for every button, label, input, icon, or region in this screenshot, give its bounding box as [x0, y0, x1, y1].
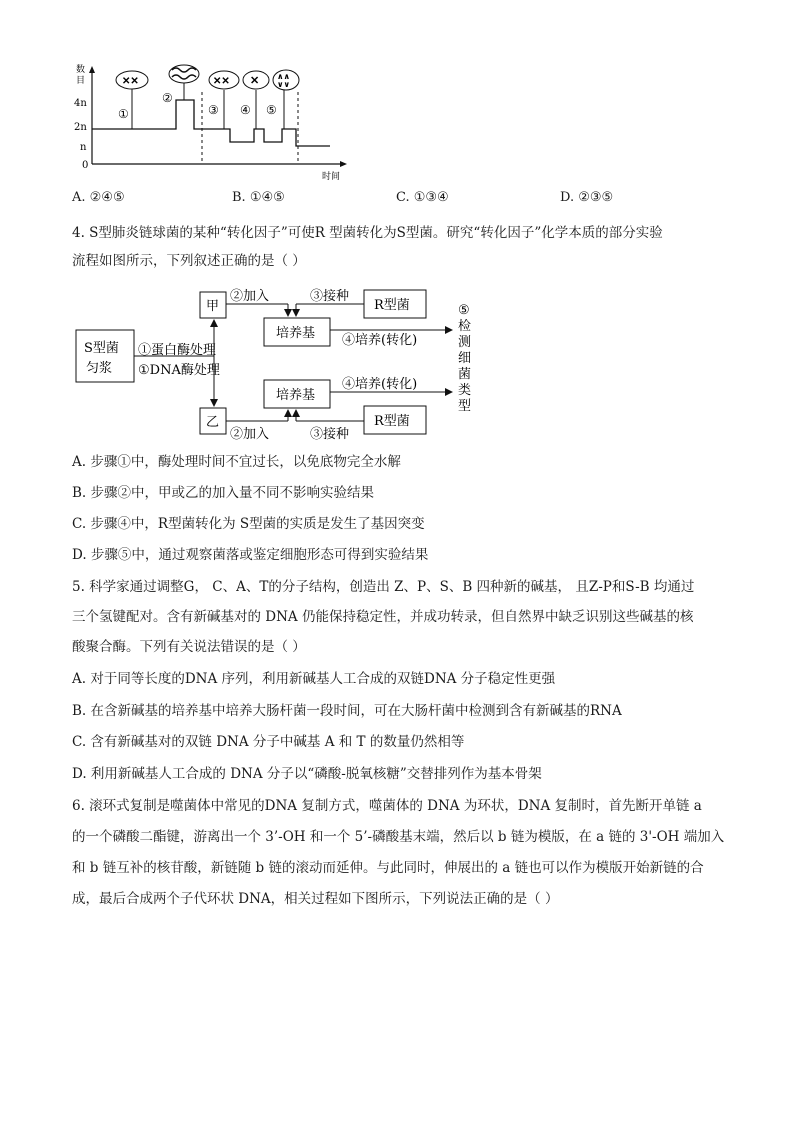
q6-stem-line-1: 6. 滚环式复制是噬菌体中常见的DNA 复制方式，噬菌体的 DNA 为环状，DNA 复制时，首先断开单链 a	[72, 798, 702, 814]
q3-option-a[interactable]: A. ②④⑤	[72, 190, 125, 205]
bottom-r-strain-label: R型菌	[374, 414, 410, 429]
detect-label-6: 型	[458, 399, 472, 414]
bottom-inoculate-label: ③接种	[310, 427, 350, 442]
q4-option-a[interactable]: A. 步骤①中，酶处理时间不宜过长，以免底物完全水解	[72, 454, 401, 470]
q6-stem-line-2: 的一个磷酸二酯键，游离出一个 3’-OH 和一个 5’-磷酸基末端，然后以 b 链为模版，在 a 链的 3'-OH 端加入	[72, 829, 725, 845]
top-add-label: ②加入	[230, 289, 270, 304]
treatment-dnase: ①DNA酶处理	[138, 363, 220, 378]
q4-option-b[interactable]: B. 步骤②中，甲或乙的加入量不同不影响实验结果	[72, 485, 375, 501]
top-culture-label: ④培养(转化)	[342, 333, 418, 348]
detect-label-0: ⑤	[458, 303, 470, 318]
cell-figure-1	[116, 71, 148, 89]
yi-label: 乙	[206, 415, 220, 430]
bottom-medium-label: 培养基	[276, 388, 316, 403]
q3-option-b[interactable]: B. ①④⑤	[232, 190, 285, 205]
cell-figure-3	[209, 71, 239, 89]
cell-figure-5	[273, 70, 299, 90]
svg-text:✕✕: ✕✕	[122, 76, 139, 87]
q4-option-d[interactable]: D. 步骤⑤中，通过观察菌落或鉴定细胞形态可得到实验结果	[72, 547, 429, 563]
detect-label-5: 类	[458, 383, 472, 398]
y-tick-0: 0	[82, 160, 89, 171]
y-tick-2n: 2n	[74, 122, 87, 133]
cell-figure-4	[243, 71, 269, 89]
x-axis-label: 时间	[322, 172, 341, 182]
s-strain-label-2: 匀浆	[86, 361, 113, 376]
q5-option-d[interactable]: D. 利用新碱基人工合成的 DNA 分子以“磷酸-脱氧核糖”交替排列作为基本骨架	[72, 766, 542, 782]
svg-text:∨∨: ∨∨	[277, 79, 290, 89]
q6-stem-line-4: 成，最后合成两个子代环状 DNA，相关过程如下图所示，下列说法正确的是（ ）	[72, 891, 559, 907]
y-axis-arrow	[89, 66, 95, 73]
jia-label: 甲	[206, 299, 220, 314]
top-medium-label: 培养基	[276, 326, 316, 341]
q5-stem-line-1: 5. 科学家通过调整G， C、A、T的分子结构，创造出 Z、P、S、B 四种新的碱基， 且Z-P和S-B 均通过	[72, 579, 695, 595]
marker-5: ⑤	[266, 103, 277, 117]
top-inoculate-label: ③接种	[310, 289, 350, 304]
x-axis-arrow	[340, 161, 347, 167]
q3-option-c[interactable]: C. ①③④	[396, 190, 449, 205]
q5-option-b[interactable]: B. 在含新碱基的培养基中培养大肠杆菌一段时间，可在大肠杆菌中检测到含有新碱基的RNA	[72, 703, 622, 719]
y-tick-4n: 4n	[74, 98, 87, 109]
q4-option-c[interactable]: C. 步骤④中，R型菌转化为 S型菌的实质是发生了基因突变	[72, 516, 425, 532]
svg-text:∧∧: ∧∧	[277, 71, 290, 81]
detect-label-1: 检	[458, 319, 472, 334]
svg-text:✕: ✕	[250, 74, 260, 87]
marker-3: ③	[208, 103, 219, 117]
marker-2: ②	[162, 91, 173, 105]
transformation-flow-diagram	[72, 282, 492, 442]
q3-option-d[interactable]: D. ②③⑤	[560, 190, 614, 205]
bottom-culture-label: ④培养(转化)	[342, 377, 418, 392]
svg-text:✕✕: ✕✕	[213, 76, 230, 87]
detect-label-4: 菌	[458, 367, 472, 382]
detect-label-2: 测	[458, 335, 472, 350]
marker-4: ④	[240, 103, 251, 117]
bottom-add-label: ②加入	[230, 427, 270, 442]
y-axis-label-2: 目	[76, 76, 86, 86]
q4-stem-line-1: 4. S型肺炎链球菌的某种“转化因子”可使R 型菌转化为S型菌。研究“转化因子”化学本质的部分实验	[72, 225, 663, 241]
s-strain-label: S型菌	[84, 341, 119, 356]
q6-stem-line-3: 和 b 链互补的核苷酸，新链随 b 链的滚动而延伸。与此同时，伸展出的 a 链也可以作为模版开始新链的合	[72, 860, 704, 876]
cell-figure-2	[169, 65, 199, 83]
q4-stem-line-2: 流程如图所示，下列叙述正确的是（ ）	[72, 253, 306, 269]
top-r-strain-label: R型菌	[374, 298, 410, 313]
q5-stem-line-3: 酸聚合酶。下列有关说法错误的是（ ）	[72, 639, 306, 655]
y-axis-label-1: 数	[76, 65, 86, 75]
q5-option-a[interactable]: A. 对于同等长度的DNA 序列，利用新碱基人工合成的双链DNA 分子稳定性更强	[72, 671, 556, 687]
chromosome-count-graph	[60, 62, 360, 184]
detect-label-3: 细	[458, 351, 472, 366]
y-tick-n: n	[80, 142, 87, 153]
q5-stem-line-2: 三个氢键配对。含有新碱基对的 DNA 仍能保持稳定性，并成功转录，但自然界中缺乏识别这些碱基的核	[72, 609, 694, 625]
marker-1: ①	[118, 107, 129, 121]
treatment-protease: ①蛋白酶处理	[138, 343, 217, 358]
q5-option-c[interactable]: C. 含有新碱基对的双链 DNA 分子中碱基 A 和 T 的数量仍然相等	[72, 734, 465, 750]
